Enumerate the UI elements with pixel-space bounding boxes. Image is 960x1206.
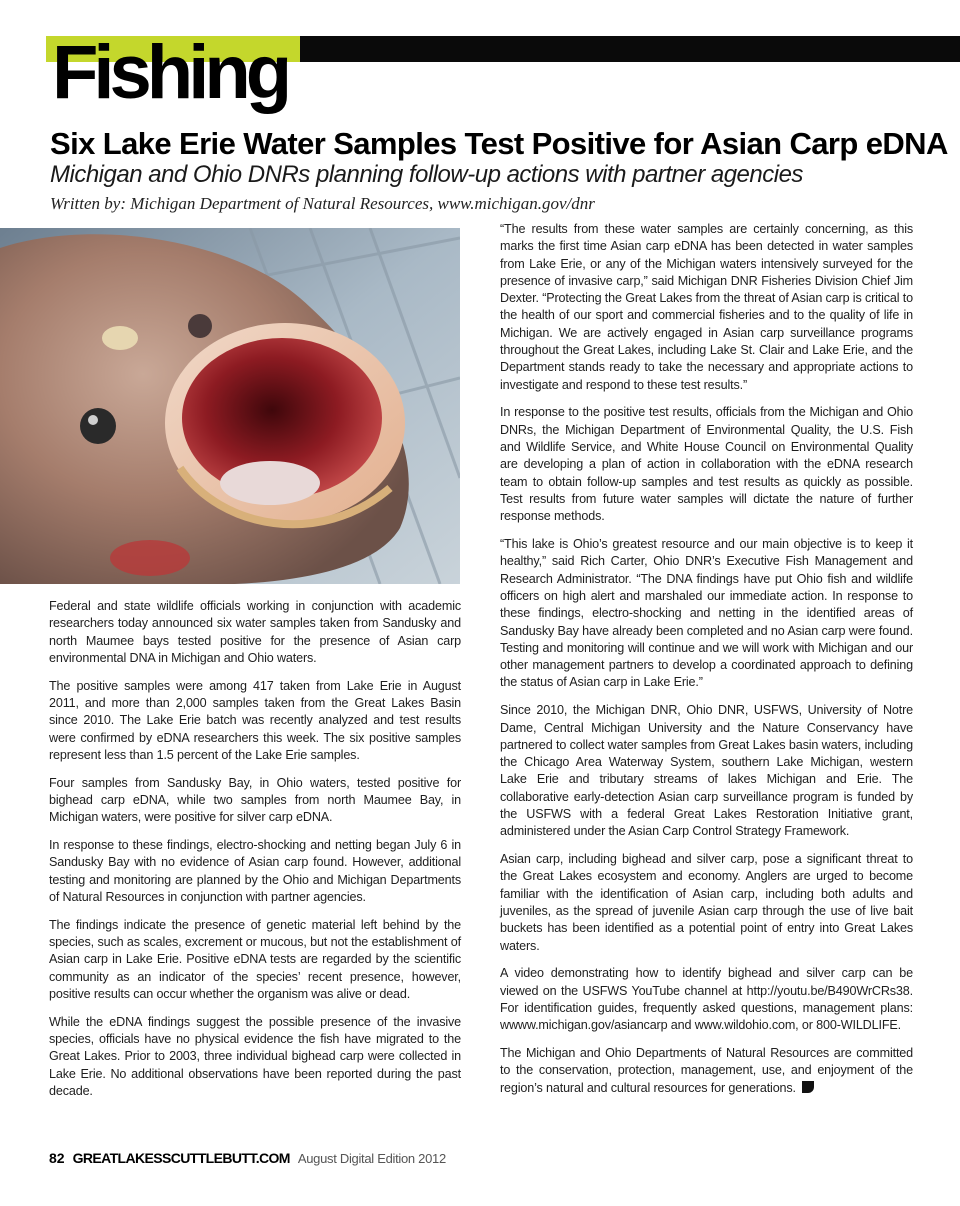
right-column [500, 221, 913, 1107]
paragraph: Since 2010, the Michigan DNR, Ohio DNR, USFWS, University of Notre Dame, Central Michigan University and the Nature Conservancy have partnered to collect water samples from Great Lakes basin waters, including the Chicago Area Waterway System, southern Lake Michigan, western Lake Erie and tributary streams of lakes Michigan and Erie. The collaborative early-detection Asian carp surveillance program is funded by the USFWS with a federal Great Lakes Restoration Initiative grant, administered under the Asian Carp Control Strategy Framework. [500, 703, 913, 839]
fish-photo [0, 228, 460, 584]
paragraph: In response to these findings, electro-shocking and netting began July 6 in Sandusky Bay with no evidence of Asian carp found. However, additional testing and monitoring are planned by the Ohio and Michigan Departments of Natural Resources in conjunction with partner agencies. [49, 838, 461, 904]
header-rule [300, 36, 960, 62]
paragraph: While the eDNA findings suggest the possible presence of the invasive species, officials have no physical evidence the fish have migrated to the Great Lakes. Prior to 2003, three individual bighead carp were collected in Lake Erie. No additional observations have been reported during the past decade. [49, 1014, 461, 1098]
paragraph: Asian carp, including bighead and silver carp, pose a significant threat to the Great Lakes ecosystem and economy. Anglers are urged to become familiar with the identification of Asian carp, including both adults and juveniles, as the spread of juvenile Asian carp through the use of live bait buckets has been identified as a potential point of entry into Great Lakes waters. [500, 852, 913, 953]
section-title: Fishing [52, 30, 288, 115]
site-name: GREATLAKESSCUTTLEBUTT.COM [72, 1150, 290, 1166]
paragraph: A video demonstrating how to identify bighead and silver carp can be viewed on the USFWS YouTube channel at http://youtu.be/B490WrCRs38. For identification guides, frequently asked questions, management plans: wwww.michigan.gov/asiancarp and www.wildohio.com, or 800-WILDLIFE. [500, 966, 913, 1033]
end-of-article-icon [802, 1081, 814, 1093]
article-headline: Six Lake Erie Water Samples Test Positive for Asian Carp eDNA [50, 126, 948, 161]
paragraph: In response to the positive test results, officials from the Michigan and Ohio DNRs, the Michigan Department of Environmental Quality, the U.S. Fish and Wildlife Service, and White House Council on Environmental Quality are developing a plan of action in collaboration with the eDNA research team to obtain follow-up samples and test results as quickly as possible. Test results from future water samples will dictate the nature of further response methods. [500, 405, 913, 524]
article-byline: Written by: Michigan Department of Natural Resources, www.michigan.gov/dnr [50, 194, 595, 213]
page-number: 82 [49, 1150, 65, 1166]
paragraph-text: The Michigan and Ohio Departments of Natural Resources are committed to the conservation, protection, management, use, and enjoyment of the region’s natural and cultural resources for generations. [500, 1046, 913, 1095]
paragraph: “The results from these water samples are certainly concerning, as this marks the first time Asian carp eDNA has been detected in water samples from Lake Erie, or any of the Michigan waters intensively surveyed for the presence of invasive carp,” said Michigan DNR Fisheries Division Chief Jim Dexter. “Protecting the Great Lakes from the threat of Asian carp is critical to the health of our sport and commercial fisheries and to the quality of life in Michigan. We are actively engaged in Asian carp surveillance programs throughout the Great Lakes, including Lake St. Clair and Lake Erie, and the Department stands ready to take the necessary and appropriate actions to investigate and respond to these test results.” [500, 222, 913, 392]
paragraph: The positive samples were among 417 taken from Lake Erie in August 2011, and more than 2,000 samples taken from the Great Lakes Basin since 2010. The Lake Erie batch was recently analyzed and test results were confirmed by eDNA researchers this week. The six positive samples represent less than 1.5 percent of the Lake Erie samples. [49, 678, 461, 762]
paragraph: The findings indicate the presence of genetic material left behind by the species, such as scales, excrement or mucous, but not the establishment of Asian carp in Lake Erie. Positive eDNA tests are regarded by the scientific community as an indicator of the species’ recent presence, however, positive results can occur whether the organism was alive or dead. [49, 917, 461, 1001]
article-subheadline: Michigan and Ohio DNRs planning follow-up actions with partner agencies [50, 161, 803, 188]
page-footer [49, 1150, 446, 1172]
paragraph: Four samples from Sandusky Bay, in Ohio waters, tested positive for bighead carp eDNA, while two samples from north Maumee Bay, in Michigan waters, were positive for silver carp eDNA. [49, 775, 461, 825]
left-column [49, 598, 461, 1111]
paragraph: Federal and state wildlife officials working in conjunction with academic researchers today announced six water samples taken from Sandusky and north Maumee bays tested positive for the presence of Asian carp environmental DNA in Michigan and Ohio waters. [49, 599, 461, 665]
paragraph: “This lake is Ohio’s greatest resource and our main objective is to keep it healthy,” said Rich Carter, Ohio DNR’s Executive Fish Management and Research Administrator. “The DNA findings have put Ohio fish and wildlife officers on high alert and marshaled our immediate action. In response to these findings, electro-shocking and netting in the identified areas of Sandusky Bay have already been completed and no Asian carp were found. Testing and monitoring will continue and we will work with Michigan and our other management partners to develop a coordinated approach to defining the status of Asian carp in Lake Erie.” [500, 537, 913, 690]
final-paragraph [500, 1045, 913, 1097]
edition-label: August Digital Edition 2012 [297, 1151, 446, 1166]
